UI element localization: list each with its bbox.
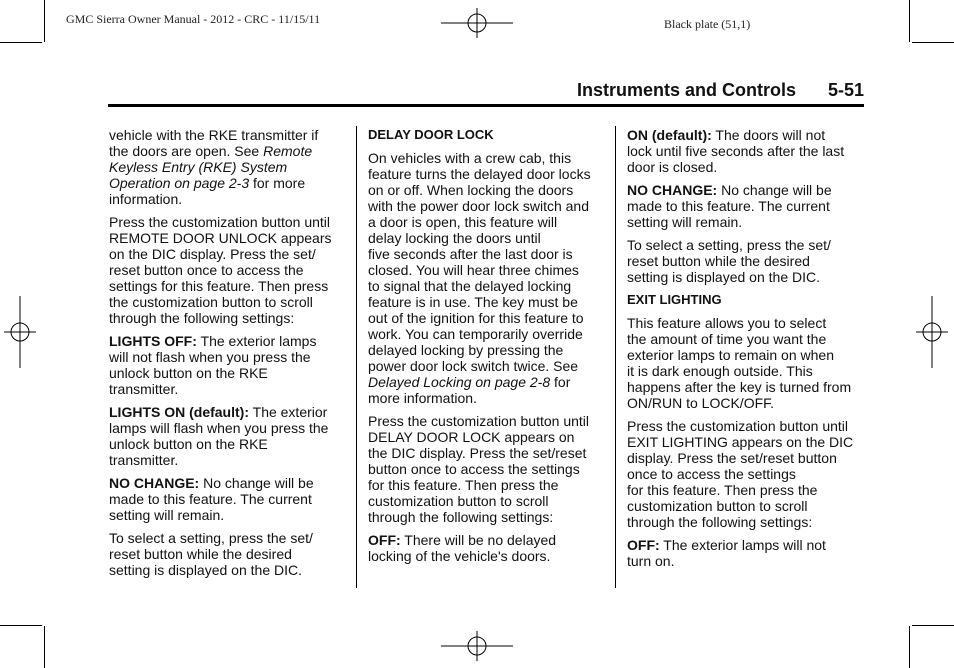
paragraph: Press the customization button until EXIT LIGHTING appears on the DIC display. Press the set/reset button once to access the settings for this feature. Then press the customization button to scroll through the following settings: <box>627 418 854 530</box>
setting-option <box>627 127 863 175</box>
option-label: NO CHANGE: <box>627 182 718 198</box>
paragraph: This feature allows you to select the amount of time you want the exterior lamps to remain on when it is dark enough outside. This happens after the key is turned from ON/RUN to LOCK/OFF. <box>627 315 852 411</box>
subsection-heading: DELAY DOOR LOCK <box>368 127 494 142</box>
registration-mark-icon <box>441 631 513 661</box>
cross-reference-link[interactable]: Remote Keyless Entry (RKE) System Operation on page 2-3 <box>109 143 313 191</box>
option-label: OFF: <box>368 532 401 548</box>
paragraph <box>109 127 345 207</box>
option-description: The exterior lamps will not flash when you press the unlock button on the RKE transmitter. <box>109 333 317 397</box>
option-description: No change will be made to this feature. The current setting will remain. <box>627 182 832 230</box>
paragraph: Press the customization button until REMOTE DOOR UNLOCK appears on the DIC display. Press the set/ reset button once to access the settings for this feature. Then press the customization button to scroll through the following settings: <box>109 214 332 326</box>
option-description: There will be no delayed locking of the vehicle's doors. <box>368 532 557 564</box>
option-label: NO CHANGE: <box>109 475 200 491</box>
crop-mark <box>909 0 910 42</box>
setting-option <box>109 404 345 468</box>
option-description: The exterior lamps will flash when you press the unlock button on the RKE transmitter. <box>109 404 329 468</box>
setting-option <box>109 475 345 523</box>
crop-mark <box>912 42 954 43</box>
body-text: for more information. <box>109 175 306 207</box>
registration-mark-icon <box>916 296 948 368</box>
body-text: for more information. <box>368 374 571 406</box>
crop-mark <box>912 625 954 626</box>
body-text: vehicle with the RKE transmitter if the doors are open. See <box>109 127 319 159</box>
section-title: Instruments and Controls <box>576 80 796 100</box>
column-divider <box>356 126 357 588</box>
column-divider <box>615 126 616 588</box>
running-head <box>108 78 864 107</box>
cross-reference-link[interactable]: Delayed Locking on page 2-8 <box>368 374 551 390</box>
crop-mark <box>44 626 45 668</box>
crop-mark <box>909 626 910 668</box>
option-label: OFF: <box>627 537 660 553</box>
paragraph <box>368 150 604 406</box>
text-column-1 <box>109 127 345 585</box>
print-slug-right: Black plate (51,1) <box>664 17 751 31</box>
crop-mark <box>44 0 45 42</box>
registration-mark-icon <box>4 296 36 368</box>
crop-mark <box>0 625 42 626</box>
setting-option <box>368 532 604 564</box>
option-label: ON (default): <box>627 127 712 143</box>
paragraph: To select a setting, press the set/ reset button while the desired setting is displayed on the DIC. <box>109 530 313 578</box>
option-description: No change will be made to this feature. The current setting will remain. <box>109 475 314 523</box>
option-description: The exterior lamps will not turn on. <box>627 537 826 569</box>
page-number: 5-51 <box>827 80 864 100</box>
registration-mark-icon <box>441 8 513 38</box>
setting-option <box>109 333 345 397</box>
body-text: On vehicles with a crew cab, this feature turns the delayed door locks on or off. When locking the doors with the power door lock switch and a door is open, this feature will delay locking the doors until five seconds after the last door is closed. You will hear three chimes to signal that the delayed locking feature is in use. The key must be out of the ignition for this feature to work. You can temporarily override delayed locking by pressing the power door lock switch twice. See <box>368 150 591 374</box>
option-description: The doors will not lock until five seconds after the last door is closed. <box>627 127 845 175</box>
subsection-heading: EXIT LIGHTING <box>627 292 722 307</box>
setting-option <box>627 182 863 230</box>
paragraph: Press the customization button until DELAY DOOR LOCK appears on the DIC display. Press the set/reset button once to access the settings for this feature. Then press the customization button to scroll through the following settings: <box>368 413 590 525</box>
print-slug-left: GMC Sierra Owner Manual - 2012 - CRC - 11/15/11 <box>66 12 321 26</box>
text-column-2 <box>368 127 604 571</box>
setting-option <box>627 537 863 569</box>
option-label: LIGHTS OFF: <box>109 333 197 349</box>
paragraph: To select a setting, press the set/ reset button while the desired setting is displayed on the DIC. <box>627 237 831 285</box>
crop-mark <box>0 42 42 43</box>
option-label: LIGHTS ON (default): <box>109 404 249 420</box>
text-column-3 <box>627 127 863 576</box>
